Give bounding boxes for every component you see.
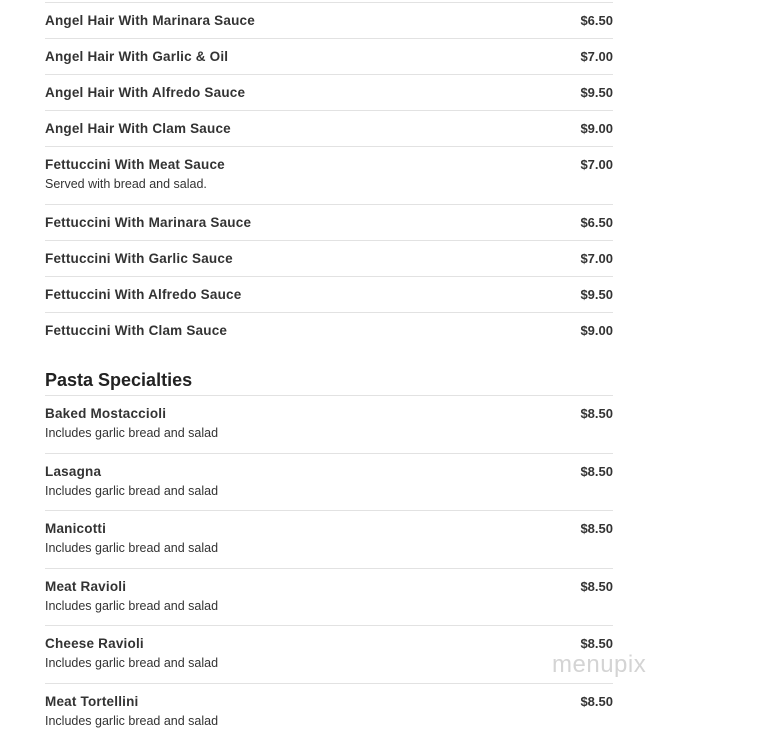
menu-item-name: Angel Hair With Alfredo Sauce (45, 85, 246, 100)
menu-item-name: Cheese Ravioli (45, 636, 144, 651)
menu-item-name: Meat Tortellini (45, 693, 139, 709)
menu-item-name: Angel Hair With Clam Sauce (45, 121, 231, 136)
menu-item-price: $6.50 (580, 215, 613, 230)
menu-item[interactable] (45, 204, 613, 240)
menu-item[interactable] (45, 395, 613, 453)
menu-item-name: Fettuccini With Alfredo Sauce (45, 287, 242, 302)
menu-item-description: Includes garlic bread and salad (45, 713, 219, 728)
menu-item[interactable] (45, 453, 613, 511)
menu-item-description: Served with bread and salad. (45, 177, 207, 191)
menu-item[interactable] (45, 2, 613, 38)
menu-item-name: Baked Mostaccioli (45, 406, 167, 421)
svg-text:menupix: menupix (552, 651, 647, 678)
menu-item-price: $8.50 (580, 463, 613, 479)
menu-item-price: $6.50 (580, 13, 613, 28)
menu-item-price: $9.00 (580, 323, 613, 338)
menu-item[interactable] (45, 568, 613, 626)
menu-item-price: $8.50 (580, 693, 613, 709)
menu-content (45, 2, 613, 740)
menu-item-price: $8.50 (580, 406, 613, 421)
menu-item-description: Includes garlic bread and salad (45, 598, 219, 613)
menu-item[interactable] (45, 510, 613, 568)
menu-item[interactable] (45, 110, 613, 146)
menu-item-price: $7.00 (580, 157, 613, 172)
menu-item-price: $7.00 (580, 251, 613, 266)
menu-item-description: Includes garlic bread and salad (45, 656, 219, 670)
menu-item[interactable] (45, 625, 613, 683)
menu-item-price: $8.50 (580, 578, 613, 594)
menu-item[interactable] (45, 38, 613, 74)
menu-item-name: Angel Hair With Marinara Sauce (45, 13, 255, 28)
menu-item-price: $9.50 (580, 287, 613, 302)
menu-item-description: Includes garlic bread and salad (45, 541, 219, 555)
menu-item-name: Fettuccini With Garlic Sauce (45, 251, 233, 266)
menu-item-description: Includes garlic bread and salad (45, 426, 219, 440)
pasta-with-sauce-list (45, 2, 613, 348)
menu-item-price: $7.00 (580, 49, 613, 64)
menu-item-name: Lasagna (45, 463, 102, 479)
menu-item-name: Meat Ravioli (45, 578, 127, 594)
menu-item-price: $9.00 (580, 121, 613, 136)
section-title-pasta-specialties: Pasta Specialties (45, 370, 193, 390)
menu-item-name: Fettuccini With Meat Sauce (45, 157, 225, 172)
pasta-specialties-list (45, 395, 613, 740)
menu-item[interactable] (45, 146, 613, 204)
menu-item-name: Fettuccini With Marinara Sauce (45, 215, 252, 230)
menu-item-description: Includes garlic bread and salad (45, 483, 219, 498)
menu-item-name: Fettuccini With Clam Sauce (45, 323, 228, 338)
menu-item-name: Manicotti (45, 521, 107, 536)
menu-item[interactable] (45, 312, 613, 348)
menu-item[interactable] (45, 683, 613, 741)
menu-item[interactable] (45, 74, 613, 110)
menu-item-price: $8.50 (580, 636, 613, 651)
menu-item[interactable] (45, 276, 613, 312)
menu-item-price: $9.50 (580, 85, 613, 100)
menu-item-name: Angel Hair With Garlic & Oil (45, 49, 229, 64)
menu-item-price: $8.50 (580, 521, 613, 536)
menu-item[interactable] (45, 240, 613, 276)
menupix-watermark-logo (552, 650, 662, 682)
